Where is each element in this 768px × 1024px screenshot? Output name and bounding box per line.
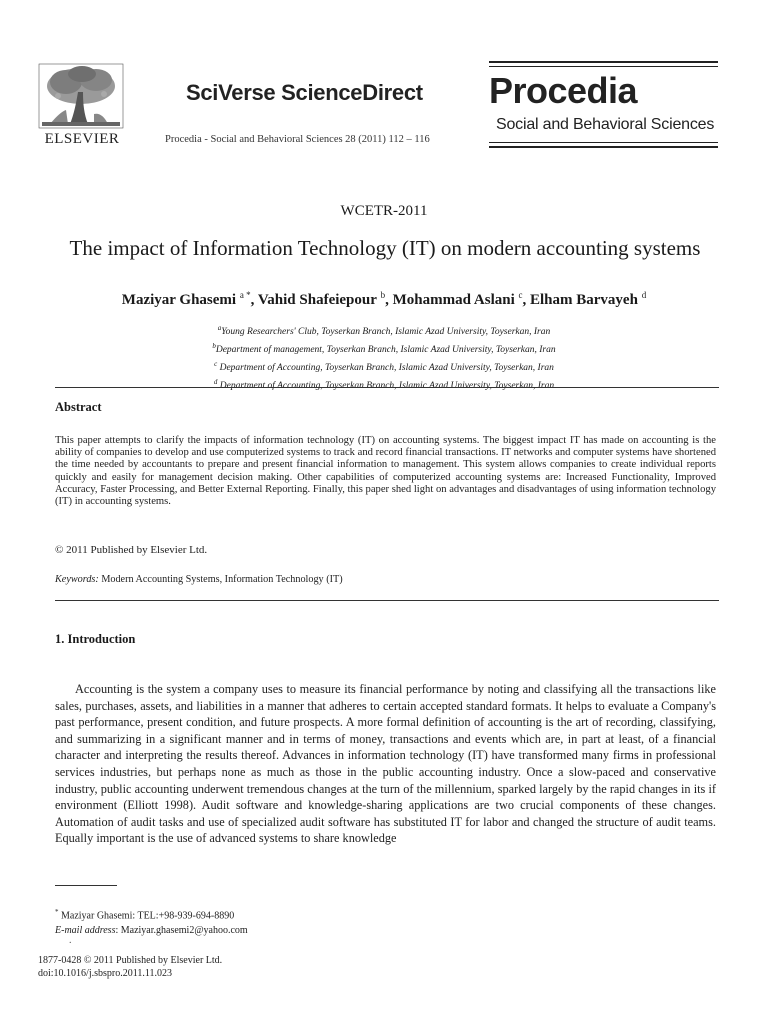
author-contact: Maziyar Ghasemi: TEL:+98-939-694-8890 xyxy=(61,910,235,922)
conference-name: WCETR-2011 xyxy=(340,203,428,219)
affiliation-c: $^c$ Department of Accounting, Toyserkan Branch, Islamic Azad University, Toyserkan, Iran xyxy=(214,360,554,374)
divider-bottom xyxy=(55,600,719,601)
journal-title: Procedia xyxy=(489,70,638,111)
abstract-copyright: © 2011 Published by Elsevier Ltd. xyxy=(55,544,208,556)
footnote-rule xyxy=(55,885,117,886)
affiliation-list xyxy=(0,321,768,394)
journal-subtitle: Social and Behavioral Sciences xyxy=(496,116,715,133)
corresponding-author-footnote: * Maziyar Ghasemi: TEL:+98-939-694-8890 E-mail address: Maziyar.ghasemi2@yahoo.com xyxy=(55,908,248,936)
author-3: Mohammad Aslani $^c$, xyxy=(392,290,530,308)
platform-name: SciVerse ScienceDirect xyxy=(186,80,423,105)
footnote-dot: . xyxy=(69,935,72,946)
affiliation-d: $^d$ Department of Accounting, Toyserkan Branch, Islamic Azad University, Toyserkan, Iran xyxy=(213,378,555,392)
author-2: Vahid Shafeiepour $^b$, xyxy=(257,290,393,308)
paper-title: The impact of Information Technology (IT) on modern accounting systems xyxy=(69,236,701,260)
divider-top xyxy=(55,387,719,388)
email-label: E-mail address xyxy=(55,924,116,936)
page-footer xyxy=(38,954,222,980)
keywords-value: Modern Accounting Systems, Information Technology (IT) xyxy=(101,574,343,585)
affiliation-a: $^a$Young Researchers' Club, Toyserkan Branch, Islamic Azad University, Toyserkan, Iran xyxy=(217,324,551,338)
author-4: Elham Barvayeh $^d$ xyxy=(530,290,647,308)
procedia-top-rule-thin xyxy=(489,66,718,67)
doi-link[interactable]: doi:10.1016/j.sbspro.2011.11.023 xyxy=(38,968,172,979)
author-list xyxy=(0,290,768,309)
procedia-bottom-rule-thin xyxy=(489,142,718,143)
procedia-bottom-rule xyxy=(489,146,718,148)
abstract-text: This paper attempts to clarify the impacts of information technology (IT) on accounting systems. The biggest impact IT has made on accounting is the ability of companies to develop and use computerized systems to track and record financial transactions. IT networks and computer systems have shortened the time needed by accountants to prepare and present financial information to management. This system allows companies to create individual reports quickly and easily for management decision making. Other capabilities of computerized accounting systems are: Increased Functionality, Improved Accuracy, Faster Processing, and Better External Reporting. Finally, this paper shed light on advantages and disadvantages of using information technology (IT) in accounting systems. xyxy=(55,435,716,508)
publisher-name: ELSEVIER xyxy=(44,131,120,147)
issn-line: 1877-0428 © 2011 Published by Elsevier Ltd. xyxy=(38,955,223,966)
procedia-top-rule xyxy=(489,61,718,63)
introduction-paragraph: Accounting is the system a company uses to measure its financial performance by noting and classifying all the transactions like sales, purchases, assets, and liabilities in a manner that adheres to certain accepted standard formats. It helps to evaluate a Company's past performance, present condition, and future prospects. A more formal definition of accounting is the art of recording, classifying, and summarizing in a significant manner and in terms of money, transactions and events which are, in part at least, of a financial character and interpreting the results thereof. Advances in information technology (IT) have transformed many firms in professional services industries, but perhaps none as much as those in the public accounting industry. Once a slow-paced and conservative industry, public accounting underwent tremendous changes at the turn of the millennium, sparked largely by the rapid changes in its if environment (Elliott 1998). Audit software and knowledge-sharing applications are two crucial components of these changes. Automation of audit tasks and use of specialized audit software has substituted IT for labor and changed the structure of audit teams. Equally important is the use of advanced systems to share knowledge xyxy=(55,682,716,846)
keywords xyxy=(55,574,343,585)
author-1: Maziyar Ghasemi $^{a *}$, xyxy=(121,290,258,308)
affiliation-b: $^b$Department of management, Toyserkan Branch, Islamic Azad University, Toyserkan, Iran xyxy=(212,342,556,356)
email-address[interactable]: Maziyar.ghasemi2@yahoo.com xyxy=(120,924,248,936)
section-heading-introduction: 1. Introduction xyxy=(55,632,136,646)
journal-citation: Procedia - Social and Behavioral Sciences 28 (2011) 112 – 116 xyxy=(165,134,430,145)
abstract-heading: Abstract xyxy=(55,400,102,414)
keywords-label: Keywords: xyxy=(55,574,99,585)
